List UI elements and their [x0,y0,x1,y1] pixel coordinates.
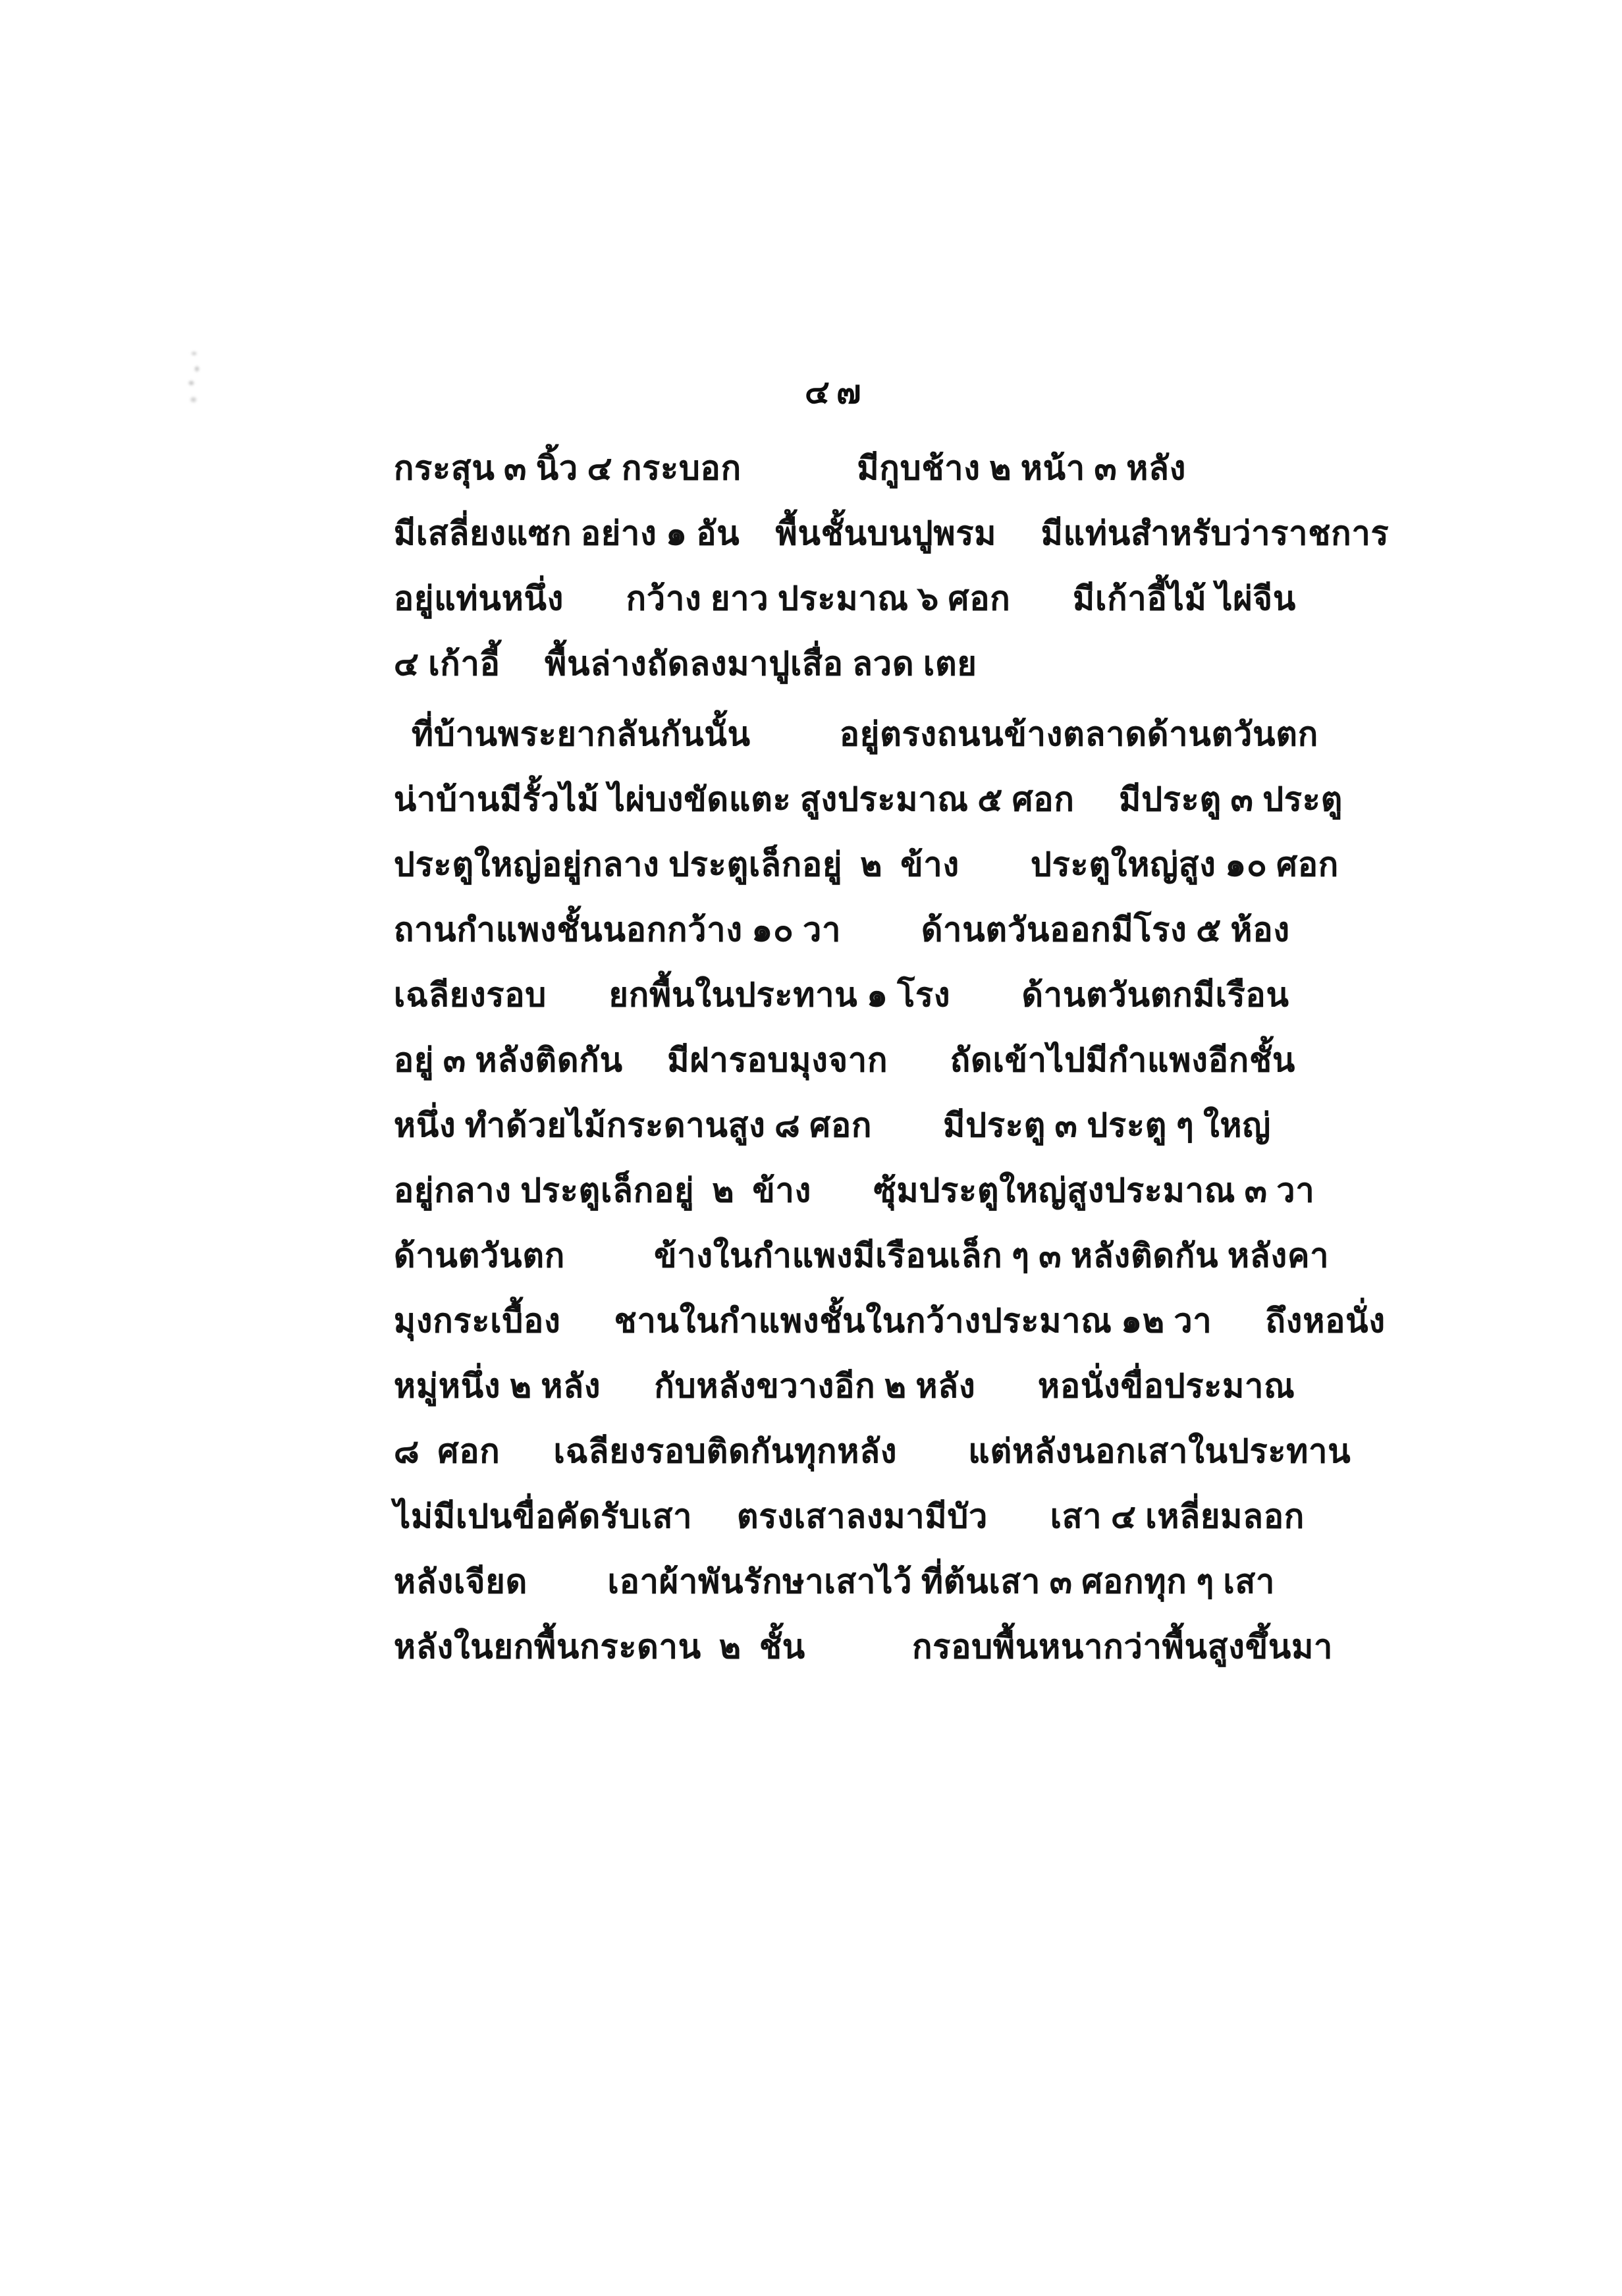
text-line-8: ถานกำแพงชั้นนอกกว้าง ๑๐ วา ด้านตวันออกมีโรง ๕ ห้อง [394,911,1290,948]
text-line-19: หลังในยกพื้นกระดาน ๒ ชั้น กรอบพื้นหนากว่าพื้นสูงขึ้นมา [394,1628,1334,1665]
text-line-12: อยู่กลาง ประตูเล็กอยู่ ๒ ข้าง ซุ้มประตูใหญ่สูงประมาณ ๓ วา [394,1172,1315,1209]
text-line-5: ที่บ้านพระยากลันกันนั้น อยู่ตรงถนนข้างตลาดด้านตวันตก [394,716,1319,753]
text-line-16: ๘ ศอก เฉลียงรอบติดกันทุกหลัง แต่หลังนอกเสาในประทาน [394,1433,1351,1470]
text-line-15: หมู่หนึ่ง ๒ หลัง กับหลังขวางอีก ๒ หลัง หอนั่งขื่อประมาณ [394,1368,1295,1404]
text-line-11: หนึ่ง ทำด้วยไม้กระดานสูง ๘ ศอก มีประตู ๓ ประตู ๆ ใหญ่ [394,1107,1272,1144]
text-line-2: มีเสลี่ยงแซก อย่าง ๑ อัน พื้นชั้นบนปูพรม มีแท่นสำหรับว่าราชการ [394,515,1390,552]
text-line-9: เฉลียงรอบ ยกพื้นในประทาน ๑ โรง ด้านตวันตกมีเรือน [394,976,1289,1013]
text-line-18: หลังเจียด เอาผ้าพันรักษาเสาไว้ ที่ต้นเสา ๓ ศอกทุก ๆ เสา [394,1563,1276,1600]
text-line-3: อยู่แท่นหนึ่ง กว้าง ยาว ประมาณ ๖ ศอก มีเก้าอี้ไม้ ไผ่จีน [394,580,1297,617]
text-line-13: ด้านตวันตก ข้างในกำแพงมีเรือนเล็ก ๆ ๓ หลังติดกัน หลังคา [394,1237,1330,1274]
text-line-1: กระสุน ๓ นิ้ว ๔ กระบอก มีกูบช้าง ๒ หน้า ๓ หลัง [394,450,1187,487]
text-line-14: มุงกระเบื้อง ชานในกำแพงชั้นในกว้างประมาณ ๑๒ วา ถึงหอนั่ง [394,1302,1386,1339]
text-line-4: ๔ เก้าอี้ พื้นล่างถัดลงมาปูเสื่อ ลวด เตย [394,645,977,682]
scan-artifact [183,343,205,414]
text-line-17: ไม่มีเปนขื่อคัดรับเสา ตรงเสาลงมามีบัว เสา ๔ เหลี่ยมลอก [394,1498,1305,1535]
text-line-7: ประตูใหญ่อยู่กลาง ประตูเล็กอยู่ ๒ ข้าง ประตูใหญ่สูง ๑๐ ศอก [394,846,1339,883]
page-number: ๔๗ [805,373,868,410]
text-line-6: น่าบ้านมีรั้วไม้ ไผ่บงขัดแตะ สูงประมาณ ๕ ศอก มีประตู ๓ ประตู [394,781,1343,818]
text-block [394,436,1441,1680]
text-line-10: อยู่ ๓ หลังติดกัน มีฝารอบมุงจาก ถัดเข้าไปมีกำแพงอีกชั้น [394,1042,1296,1079]
paragraph-gap [394,697,1441,702]
